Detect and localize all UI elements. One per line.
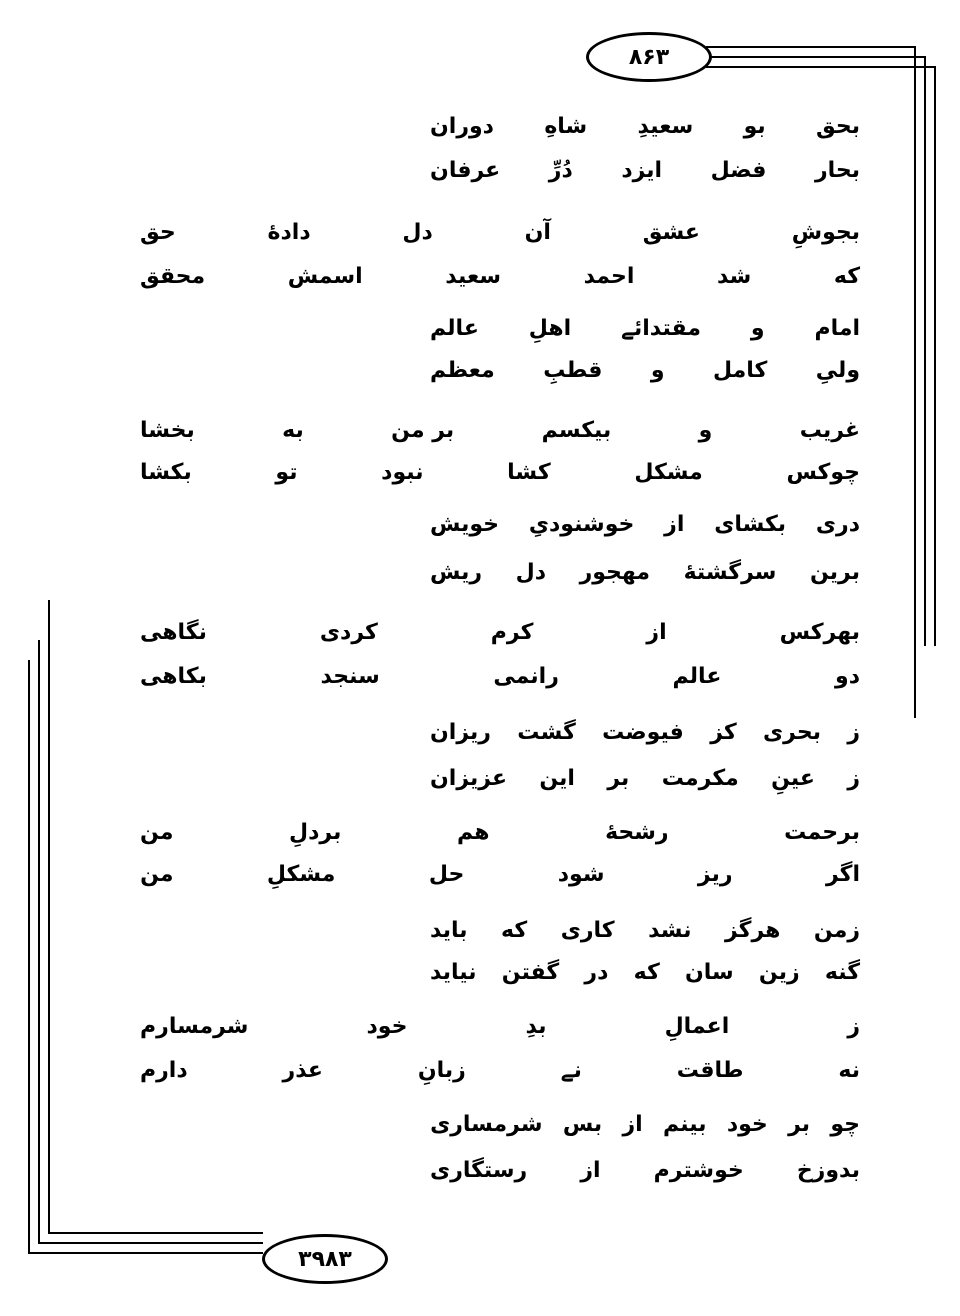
verse-word: دُرِّ bbox=[548, 158, 573, 183]
verse-word: بحق bbox=[816, 114, 860, 139]
verse-word: دل bbox=[515, 560, 546, 585]
back-frame-left-inner bbox=[38, 640, 40, 1242]
back-frame-left-3 bbox=[48, 600, 50, 1232]
verse-line bbox=[430, 562, 860, 584]
back-frame-bottom-2 bbox=[38, 1242, 263, 1244]
verse-word: نه bbox=[838, 1058, 860, 1083]
verse-line bbox=[430, 1114, 860, 1136]
verse-word: در bbox=[584, 960, 609, 985]
verse-line bbox=[430, 768, 860, 790]
verse-word: گنه bbox=[824, 960, 860, 985]
verse-line bbox=[140, 1060, 860, 1082]
verse-word: عینِ bbox=[771, 766, 815, 791]
verse-word: قطبِ bbox=[543, 358, 603, 383]
verse-word: دوران bbox=[430, 114, 494, 139]
verse-line bbox=[140, 266, 860, 288]
verse-word: که bbox=[633, 960, 660, 985]
verse-word: مشکلِ bbox=[266, 862, 336, 887]
verse-word: شرمسارم bbox=[140, 1014, 249, 1039]
verse-line bbox=[140, 462, 860, 484]
verse-word: دری bbox=[815, 512, 860, 537]
verse-word: ریزان bbox=[430, 720, 491, 745]
verse-word: بهرکس bbox=[779, 620, 860, 645]
verse-word: امام bbox=[814, 316, 860, 341]
verse-word: عذر bbox=[282, 1058, 323, 1083]
verse-word: بدِ bbox=[525, 1014, 547, 1039]
verse-word: حل bbox=[428, 862, 465, 887]
verse-word: گشت bbox=[517, 720, 576, 745]
verse-word: دارم bbox=[140, 1058, 188, 1083]
verse-word: خوشترم bbox=[653, 1158, 744, 1183]
verse-word: اعمالِ bbox=[664, 1014, 730, 1039]
verse-word: رستگاری bbox=[430, 1158, 528, 1183]
verse-line bbox=[140, 666, 860, 688]
verse-word: زمن bbox=[813, 918, 860, 943]
verse-word: که bbox=[501, 918, 528, 943]
verse-word: مکرمت bbox=[661, 766, 739, 791]
verse-line bbox=[430, 1160, 860, 1182]
verse-word: فیوضت bbox=[602, 720, 684, 745]
verse-line bbox=[430, 318, 860, 340]
verse-word: نشد bbox=[648, 918, 692, 943]
verse-word: اهلِ bbox=[528, 316, 572, 341]
verse-line bbox=[140, 622, 860, 644]
verse-word: عزیزان bbox=[430, 766, 507, 791]
verse-word: معظم bbox=[430, 358, 495, 383]
verse-word: کشا bbox=[507, 460, 551, 485]
verse-word: بحار bbox=[814, 158, 860, 183]
verse-word: زین bbox=[758, 960, 800, 985]
verse-word: محقق bbox=[140, 264, 206, 289]
verse-word: ایزد bbox=[621, 158, 663, 183]
verse-word: بکاهی bbox=[140, 664, 207, 689]
back-frame-bottom-1 bbox=[48, 1232, 263, 1234]
verse-word: بیکسم bbox=[541, 418, 612, 443]
verse-line bbox=[430, 160, 860, 182]
verse-word: خوشنودیِ bbox=[528, 512, 635, 537]
verse-word: نبود bbox=[381, 460, 424, 485]
verse-word: آن bbox=[524, 220, 551, 245]
verse-line bbox=[140, 1016, 860, 1038]
verse-word: از bbox=[580, 1158, 601, 1183]
verse-word: مقتدائے bbox=[621, 316, 701, 341]
verse-word: و bbox=[698, 418, 713, 443]
verse-word: ولیِ bbox=[815, 358, 860, 383]
verse-word: من bbox=[140, 862, 174, 887]
verse-word: سعیدِ bbox=[637, 114, 694, 139]
verse-word: عالم bbox=[672, 664, 722, 689]
verse-word: اگر bbox=[825, 862, 860, 887]
verse-word: بکشا bbox=[140, 460, 192, 485]
verse-word: حق bbox=[140, 220, 176, 245]
verse-word: بکشای bbox=[714, 512, 787, 537]
verse-word: که bbox=[833, 264, 860, 289]
verse-word: بدوزخ bbox=[796, 1158, 860, 1183]
verse-word: شد bbox=[716, 264, 752, 289]
verse-word: برین bbox=[809, 560, 860, 585]
verse-line bbox=[430, 920, 860, 942]
verse-word: خویش bbox=[430, 512, 500, 537]
verse-word: چو bbox=[830, 1112, 860, 1137]
page-number-bottom: ۳۹۸۳ bbox=[262, 1234, 388, 1284]
verse-word: سنجد bbox=[320, 664, 380, 689]
back-frame-bottom-3 bbox=[28, 1252, 263, 1254]
verse-line bbox=[140, 822, 860, 844]
verse-word: از bbox=[646, 620, 667, 645]
verse-word: بر bbox=[607, 766, 630, 791]
verse-word: طاقت bbox=[676, 1058, 744, 1083]
verse-word: باید bbox=[430, 918, 468, 943]
front-frame-top-1 bbox=[706, 46, 914, 48]
verse-word: رشحهٔ bbox=[605, 820, 669, 845]
verse-word: فضل bbox=[710, 158, 767, 183]
verse-word: به bbox=[282, 418, 304, 443]
verse-word: غریب bbox=[799, 418, 860, 443]
verse-word: از bbox=[622, 1112, 643, 1137]
verse-line bbox=[430, 962, 860, 984]
verse-word: نے bbox=[560, 1058, 582, 1083]
verse-word: سان bbox=[684, 960, 734, 985]
verse-word: مهجور bbox=[579, 560, 651, 585]
verse-word: کامل bbox=[713, 358, 768, 383]
verse-word: رانمی bbox=[493, 664, 559, 689]
front-frame-top-3 bbox=[706, 66, 934, 68]
verse-word: خود bbox=[726, 1112, 768, 1137]
verse-line bbox=[430, 116, 860, 138]
verse-word: شرمساری bbox=[430, 1112, 543, 1137]
verse-line bbox=[430, 514, 860, 536]
front-frame-mid-vertical bbox=[914, 640, 916, 718]
verse-word: دادهٔ bbox=[267, 220, 311, 245]
front-frame-right-3 bbox=[934, 66, 936, 646]
verse-word: دو bbox=[835, 664, 860, 689]
verse-word: خود bbox=[366, 1014, 408, 1039]
verse-word: بس bbox=[562, 1112, 603, 1137]
verse-word: مشکل bbox=[634, 460, 703, 485]
verse-word: شاهِ bbox=[544, 114, 588, 139]
verse-word: کز bbox=[710, 720, 737, 745]
verse-word: تو bbox=[275, 460, 298, 485]
verse-word: و bbox=[750, 316, 765, 341]
front-frame-right-2 bbox=[924, 56, 926, 646]
verse-word: عالم bbox=[430, 316, 479, 341]
verse-line bbox=[140, 420, 860, 442]
verse-word: ز bbox=[847, 1014, 860, 1039]
verse-word: من bbox=[140, 820, 174, 845]
verse-word: هم bbox=[456, 820, 490, 845]
verse-word: شود bbox=[557, 862, 605, 887]
verse-line bbox=[140, 864, 860, 886]
verse-word: عرفان bbox=[430, 158, 501, 183]
verse-word: احمد bbox=[583, 264, 635, 289]
verse-word: نگاهی bbox=[140, 620, 207, 645]
verse-word: این bbox=[539, 766, 575, 791]
verse-word: ریز bbox=[697, 862, 733, 887]
verse-word: بینم bbox=[663, 1112, 707, 1137]
verse-word: بو bbox=[743, 114, 766, 139]
verse-word: ز bbox=[847, 720, 860, 745]
verse-word: برحمت bbox=[784, 820, 860, 845]
back-frame-left-outer bbox=[28, 660, 30, 1252]
verse-word: و bbox=[650, 358, 665, 383]
verse-word: از bbox=[664, 512, 685, 537]
verse-word: ریش bbox=[430, 560, 483, 585]
verse-word: دل bbox=[402, 220, 433, 245]
verse-word: هرگز bbox=[724, 918, 781, 943]
verse-word: بحری bbox=[763, 720, 821, 745]
verse-word: سعید bbox=[445, 264, 502, 289]
verse-word: کردی bbox=[319, 620, 378, 645]
verse-word: عشق bbox=[642, 220, 700, 245]
verse-word: ز bbox=[847, 766, 860, 791]
verse-word: سرگشتهٔ bbox=[683, 560, 777, 585]
verse-word: بر bbox=[788, 1112, 811, 1137]
verse-line bbox=[140, 222, 860, 244]
verse-word: بر من bbox=[391, 418, 455, 443]
verse-line bbox=[430, 360, 860, 382]
verse-line bbox=[430, 722, 860, 744]
verse-word: زبانِ bbox=[417, 1058, 466, 1083]
verse-word: نیاید bbox=[430, 960, 477, 985]
front-frame-top-2 bbox=[706, 56, 924, 58]
verse-word: بخشا bbox=[140, 418, 195, 443]
verse-word: بردلِ bbox=[289, 820, 342, 845]
verse-word: چوکس bbox=[786, 460, 860, 485]
verse-word: کاری bbox=[560, 918, 615, 943]
verse-word: اسمش bbox=[287, 264, 363, 289]
verse-word: کرم bbox=[490, 620, 534, 645]
verse-word: بجوشِ bbox=[791, 220, 860, 245]
verse-word: گفتن bbox=[501, 960, 560, 985]
page-number-top: ۸۶۳ bbox=[586, 32, 712, 82]
front-frame-right-1 bbox=[914, 46, 916, 646]
